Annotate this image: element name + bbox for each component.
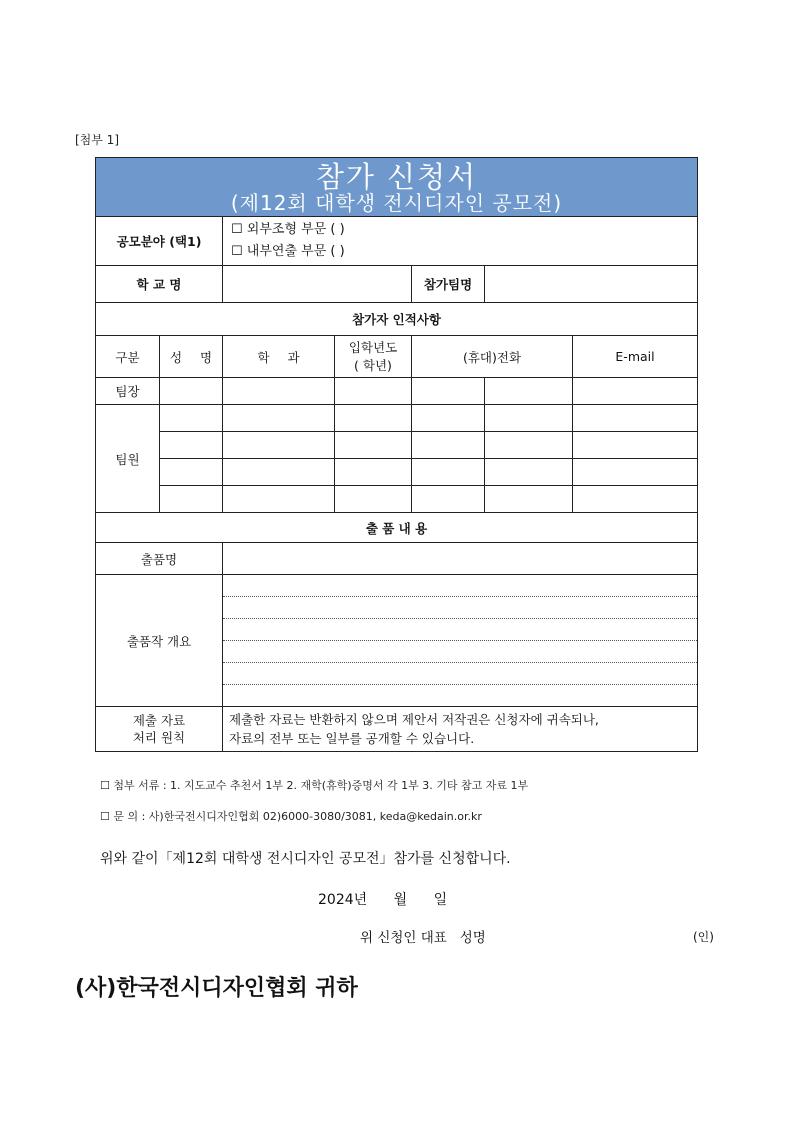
table-row [96,378,698,405]
overview-line [223,663,697,685]
member-email-cell[interactable] [573,432,698,459]
leader-phone-cell-b[interactable] [485,378,573,405]
addressee: (사)한국전시디자인협회 귀하 [75,976,358,1001]
col-email: E-mail [573,336,698,378]
member-email-cell[interactable] [573,459,698,486]
entry-title-label: 출품명 [96,543,223,575]
rules-label [96,707,223,752]
category-option-interior[interactable]: ☐ 내부연출 부문 ( ) [231,244,345,259]
leader-label: 팀장 [96,378,160,405]
member-phone-cell-a[interactable] [412,486,485,513]
leader-phone-cell-a[interactable] [412,378,485,405]
category-options [223,217,698,266]
table-row [96,459,698,486]
overview-line [223,641,697,663]
col-phone: (휴대)전화 [412,336,573,378]
entry-section-header: 출 품 내 용 [96,513,698,543]
member-phone-cell-b[interactable] [485,486,573,513]
application-form-table [95,157,698,752]
member-year-cell[interactable] [335,486,412,513]
col-year-line2: ( 학년) [354,357,392,373]
team-name-label: 참가팀명 [412,266,485,303]
rules-text-line1: 제출한 자료는 반환하지 않으며 제안서 저작권은 신청자에 귀속되나, [229,712,599,727]
member-phone-cell-a[interactable] [412,459,485,486]
member-name-cell[interactable] [160,432,223,459]
member-year-cell[interactable] [335,432,412,459]
overview-line [223,619,697,641]
member-label: 팀원 [96,405,160,513]
school-field[interactable] [223,266,412,303]
leader-email-cell[interactable] [573,378,698,405]
member-year-cell[interactable] [335,405,412,432]
leader-dept-cell[interactable] [223,378,335,405]
col-year [335,336,412,378]
team-name-field[interactable] [485,266,698,303]
member-email-cell[interactable] [573,405,698,432]
attachment-label: [첨부 1] [75,133,119,147]
declaration-text: 위와 같이「제12회 대학생 전시디자인 공모전」참가를 신청합니다. [100,851,511,867]
member-phone-cell-a[interactable] [412,405,485,432]
member-phone-cell-a[interactable] [412,432,485,459]
member-email-cell[interactable] [573,486,698,513]
date-line: 2024년 월 일 [318,892,448,908]
col-dept: 학 과 [223,336,335,378]
note-attachments: ☐ 첨부 서류 : 1. 지도교수 추천서 1부 2. 재학(휴학)증명서 각 1부 3. 기타 참고 자료 1부 [100,779,529,792]
col-year-line1: 입학년도 [348,339,398,355]
leader-name-cell[interactable] [160,378,223,405]
table-row [96,405,698,432]
rules-label-line1: 제출 자료 [132,713,186,728]
member-phone-cell-b[interactable] [485,459,573,486]
overview-line [223,597,697,619]
overview-field[interactable] [223,575,698,707]
table-row [96,486,698,513]
table-row [96,432,698,459]
overview-label: 출품작 개요 [96,575,223,707]
member-name-cell[interactable] [160,459,223,486]
form-title: 참가 신청서 [315,160,478,195]
member-name-cell[interactable] [160,405,223,432]
rules-text-line2: 자료의 전부 또는 일부를 공개할 수 있습니다. [229,731,475,746]
rules-text [223,707,698,752]
member-dept-cell[interactable] [223,432,335,459]
leader-year-cell[interactable] [335,378,412,405]
signer-line: 위 신청인 대표 성명 [360,930,486,946]
entry-title-field[interactable] [223,543,698,575]
note-contact: ☐ 문 의 : 사)한국전시디자인협회 02)6000-3080/3081, keda@kedain.or.kr [100,810,482,823]
member-dept-cell[interactable] [223,459,335,486]
form-title-banner [96,158,698,217]
overview-line [223,685,697,706]
member-name-cell[interactable] [160,486,223,513]
col-name: 성 명 [160,336,223,378]
member-phone-cell-b[interactable] [485,405,573,432]
school-label: 학 교 명 [96,266,223,303]
category-label: 공모분야 (택1) [96,217,223,266]
overview-line [223,575,697,597]
category-option-exterior[interactable]: ☐ 외부조형 부문 ( ) [231,222,345,237]
rules-label-line2: 처리 원칙 [132,730,186,745]
participants-section-header: 참가자 인적사항 [96,303,698,336]
member-phone-cell-b[interactable] [485,432,573,459]
member-dept-cell[interactable] [223,486,335,513]
member-year-cell[interactable] [335,459,412,486]
seal-label: (인) [693,930,714,944]
form-subtitle: (제12회 대학생 전시디자인 공모전) [230,190,563,215]
col-division: 구분 [96,336,160,378]
member-dept-cell[interactable] [223,405,335,432]
